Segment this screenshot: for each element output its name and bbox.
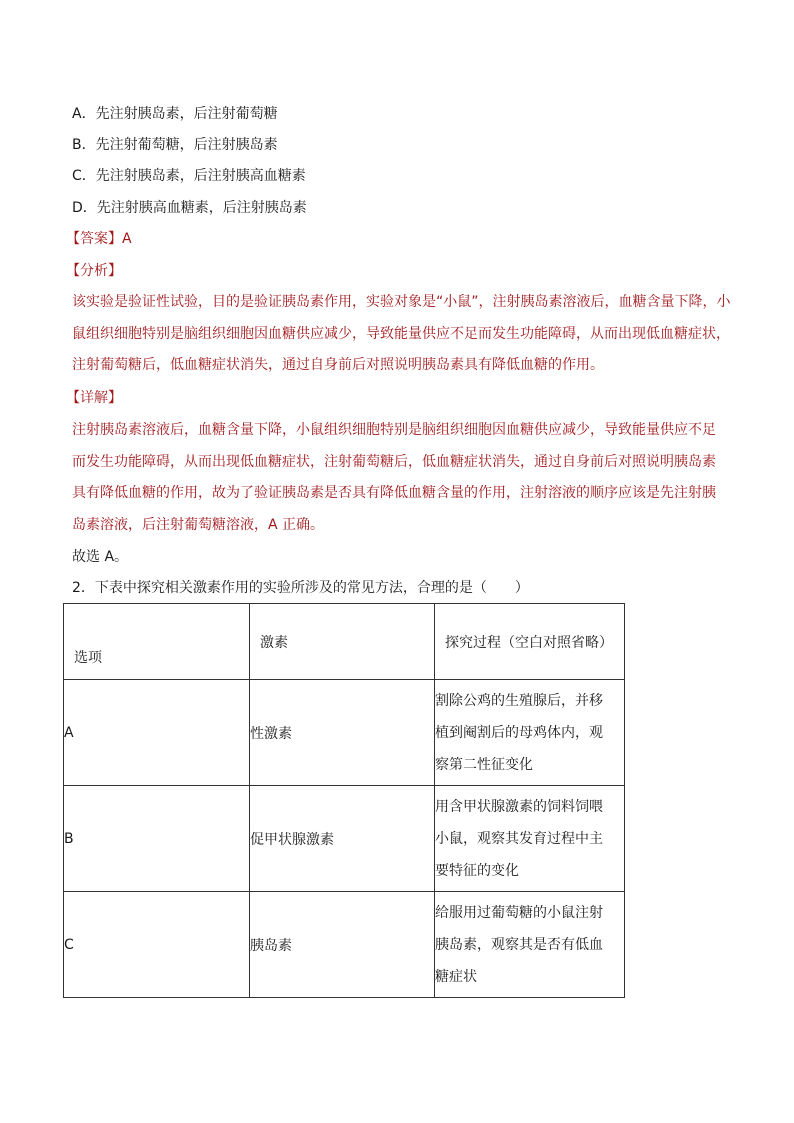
- answer-line: [66, 229, 132, 249]
- table-row: [64, 892, 625, 998]
- header-cell: [250, 604, 435, 680]
- detail-text: [72, 420, 732, 546]
- hormone-experiment-table: [63, 603, 625, 998]
- option-b: B．先注射葡萄糖，后注射胰岛素: [72, 137, 278, 153]
- conclusion: 故选 A。: [72, 549, 129, 565]
- process-line: 给服用过葡萄糖的小鼠注射: [435, 904, 603, 921]
- analysis-label: 【分析】: [66, 263, 122, 279]
- analysis-line: 该实验是验证性试验，目的是验证胰岛素作用，实验对象是“小鼠”，注射胰岛素溶液后，血糖含量下降，小: [72, 294, 731, 310]
- process-line: 察第二性征变化: [435, 756, 533, 773]
- hormone-cell: 胰岛素: [250, 892, 435, 998]
- process-line: 用含甲状腺激素的饲料饲喂: [435, 798, 603, 815]
- table-header-row: [64, 604, 625, 680]
- process-line: 胰岛素，观察其是否有低血: [435, 936, 603, 953]
- option-cell: C: [64, 892, 250, 998]
- detail-line: 注射胰岛素溶液后，血糖含量下降，小鼠组织细胞特别是脑组织细胞因血糖供应减少，导致能量供应不足: [72, 422, 716, 438]
- detail-line: 岛素溶液，后注射葡萄糖溶液，A 正确。: [72, 516, 325, 533]
- detail-line: 而发生功能障碍，从而出现低血糖症状，注射葡萄糖后，低血糖症状消失，通过自身前后对照说明胰岛素: [72, 453, 716, 470]
- process-line: 植到阉割后的母鸡体内，观: [435, 724, 603, 741]
- detail-line: 具有降低血糖的作用，故为了验证胰岛素是否具有降低血糖含量的作用，注射溶液的顺序应该是先注射胰: [72, 485, 716, 501]
- process-cell: [435, 786, 625, 892]
- option-c: C．先注射胰岛素，后注射胰高血糖素: [72, 168, 306, 184]
- analysis-line: 注射葡萄糖后，低血糖症状消失，通过自身前后对照说明胰岛素具有降低血糖的作用。: [72, 357, 604, 373]
- hormone-cell: 性激素: [250, 680, 435, 786]
- option-a: A．先注射胰岛素，后注射葡萄糖: [72, 106, 278, 122]
- process-line: 糖症状: [435, 968, 477, 985]
- header-option: 选项: [74, 650, 102, 666]
- header-cell: [64, 604, 250, 680]
- answer-label: 【答案】: [66, 231, 122, 247]
- process-cell: [435, 892, 625, 998]
- hormone-cell: 促甲状腺激素: [250, 786, 435, 892]
- header-cell: [435, 604, 625, 680]
- table-row: [64, 680, 625, 786]
- process-cell: [435, 680, 625, 786]
- process-line: 割除公鸡的生殖腺后，并移: [435, 692, 603, 709]
- option-cell: A: [64, 680, 250, 786]
- header-hormone: 激素: [260, 635, 288, 651]
- option-cell: B: [64, 786, 250, 892]
- analysis-text: [72, 292, 732, 387]
- answer-value: A: [122, 231, 132, 247]
- table-row: [64, 786, 625, 892]
- analysis-line: 鼠组织细胞特别是脑组织细胞因血糖供应减少，导致能量供应不足而发生功能障碍，从而出现低血糖症状，: [72, 325, 730, 342]
- process-line: 要特征的变化: [435, 862, 519, 879]
- process-line: 小鼠，观察其发育过程中主: [435, 830, 603, 847]
- header-process: 探究过程（空白对照省略）: [445, 635, 613, 651]
- question-2: 2．下表中探究相关激素作用的实验所涉及的常见方法，合理的是（ ）: [72, 580, 529, 596]
- detail-label: 【详解】: [66, 390, 122, 406]
- option-d: D．先注射胰高血糖素，后注射胰岛素: [72, 200, 307, 216]
